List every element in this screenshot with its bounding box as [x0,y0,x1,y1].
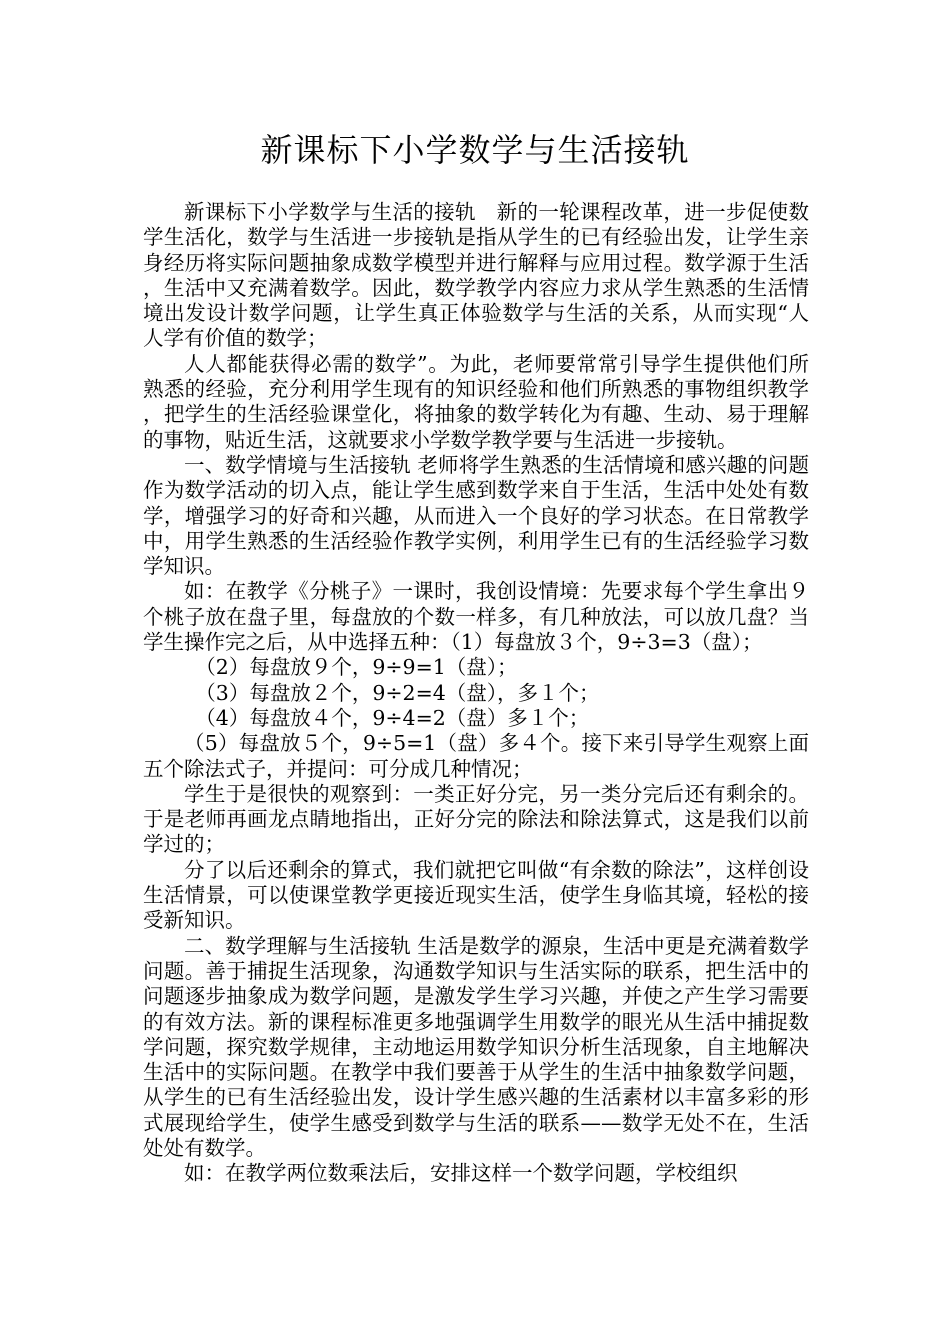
paragraph: （4）每盘放４个，9÷4=2（盘）多１个； [195,705,590,730]
document-body [143,200,809,1187]
document-title: 新课标下小学数学与生活接轨 [260,131,690,169]
paragraph: （3）每盘放２个，9÷2=4（盘），多１个； [195,680,600,705]
paragraph: （2）每盘放９个，9÷9=1（盘）； [195,655,518,680]
paragraph: 二、数学理解与生活接轨 生活是数学的源泉，生活中更是充满着数学问题。善于捕捉生活现象，沟通数学知识与生活实际的联系，把生活中的问题逐步抽象成为数学问题，是激发学生学习兴趣，并使之产生学习需要的有效方法。新的课程标准更多地强调学生用数学的眼光从生活中捕捉数学问题，探究数学规律，主动地运用数学知识分析生活现象，自主地解决生活中的实际问题。在教学中我们要善于从学生的生活中抽象数学问题，从学生的已有生活经验出发，设计学生感兴趣的生活素材以丰富多彩的形式展现给学生，使学生感受到数学与生活的联系——数学无处不在，生活处处有数学。 [143,933,809,1160]
paragraph: 如：在教学两位数乘法后，安排这样一个数学问题，学校组织 [184,1161,738,1186]
paragraph: 分了以后还剩余的算式，我们就把它叫做“有余数的除法”，这样创设生活情景，可以使课堂教学更接近现实生活，使学生身临其境，轻松的接受新知识。 [143,857,809,933]
paragraph: 新课标下小学数学与生活的接轨 新的一轮课程改革，进一步促使数学生活化，数学与生活进一步接轨是指从学生的已有经验出发，让学生亲身经历将实际问题抽象成数学模型并进行解释与应用过程。数学源于生活，生活中又充满着数学。因此，数学教学内容应力求从学生熟悉的生活情境出发设计数学问题，让学生真正体验数学与生活的关系，从而实现“人人学有价值的数学； [143,200,809,351]
paragraph: 一、数学情境与生活接轨 老师将学生熟悉的生活情境和感兴趣的问题作为数学活动的切入点，能让学生感到数学来自于生活，生活中处处有数学，增强学习的好奇和兴趣，从而进入一个良好的学习状态。在日常教学中，用学生熟悉的生活经验作教学实例，利用学生已有的生活经验学习数学知识。 [143,452,809,579]
paragraph: （5）每盘放５个，9÷5=1（盘）多４个。接下来引导学生观察上面五个除法式子，并提问：可分成几种情况； [143,731,809,781]
paragraph: 人人都能获得必需的数学”。为此，老师要常常引导学生提供他们所熟悉的经验，充分利用学生现有的知识经验和他们所熟悉的事物组织教学，把学生的生活经验课堂化，将抽象的数学转化为有趣、生动、易于理解的事物，贴近生活，这就要求小学数学教学要与生活进一步接轨。 [143,351,809,452]
paragraph: 学生于是很快的观察到：一类正好分完，另一类分完后还有剩余的。于是老师再画龙点睛地指出，正好分完的除法和除法算式，这是我们以前学过的； [143,781,809,857]
paragraph: 如：在教学《分桃子》一课时，我创设情境：先要求每个学生拿出９个桃子放在盘子里，每盘放的个数一样多，有几种放法，可以放几盘？当学生操作完之后，从中选择五种：（1）每盘放３个，9÷3=3（盘）； [143,579,809,655]
